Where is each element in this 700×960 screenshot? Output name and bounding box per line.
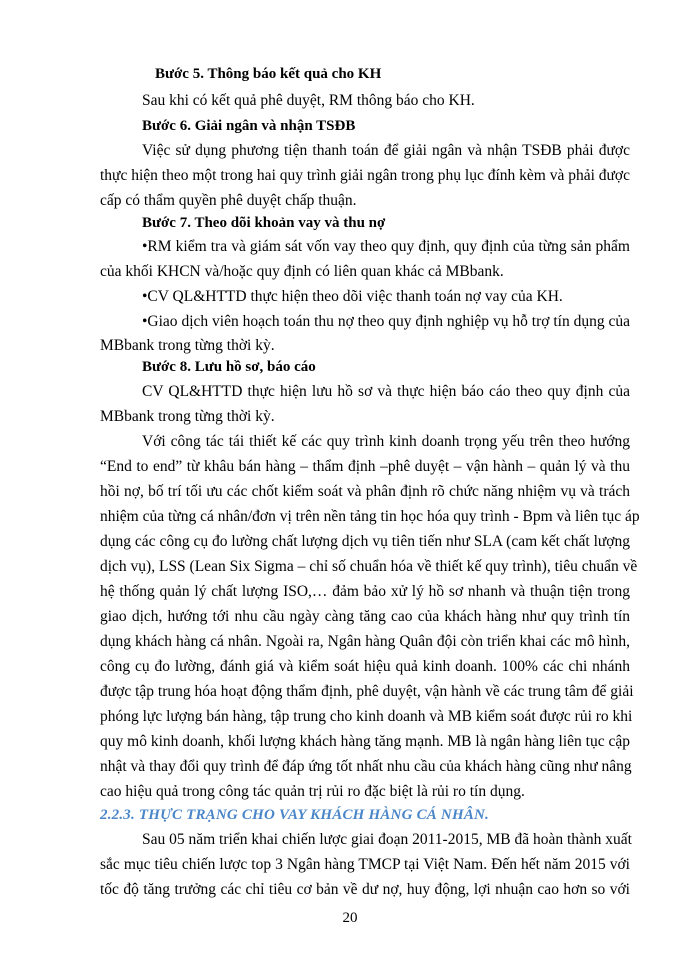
paragraph-line: nhiệm của từng cá nhân/đơn vị trên nền tảng tin học hóa quy trình - Bpm và liên tục áp [100,508,640,525]
paragraph-line: hồi nợ, bố trí tối ưu các chốt kiểm soát và phân định rõ chức năng nhiệm vụ và trách [100,483,630,500]
paragraph-line: Việc sử dụng phương tiện thanh toán để giải ngân và nhận TSĐB phải được [142,142,630,159]
paragraph-line: “End to end” từ khâu bán hàng – thẩm định –phê duyệt – vận hành – quản lý và thu [100,458,630,475]
paragraph-line: dịch vụ), LSS (Lean Six Sigma – chỉ số chuẩn hóa về thiết kế quy trình), tiêu chuẩn về [100,558,638,575]
bullet-line: •Giao dịch viên hoạch toán thu nợ theo quy định nghiệp vụ hỗ trợ tín dụng của [142,313,630,330]
paragraph-line: quy mô kinh doanh, khối lượng khách hàng tăng mạnh. MB là ngân hàng liên tục cập [100,733,630,750]
paragraph-line: Với công tác tái thiết kế các quy trình kinh doanh trọng yếu trên theo hướng [142,433,630,450]
paragraph-line: Sau khi có kết quả phê duyệt, RM thông báo cho KH. [142,92,475,109]
paragraph-line: được tập trung hóa hoạt động thẩm định, phê duyệt, vận hành về các trung tâm để giải [100,683,634,700]
paragraph-line: nhật và thay đổi quy trình để đáp ứng tốt nhất nhu cầu của khách hàng cũng như nâng [100,758,632,775]
paragraph-line: hệ thống quản lý chất lượng ISO,… đảm bảo xử lý hồ sơ nhanh và thuận tiện trong [100,583,630,600]
paragraph-line: cao hiệu quả trong công tác quản trị rủi ro đặc biệt là rủi ro tín dụng. [100,783,525,800]
paragraph-line: công cụ đo lường, đánh giá và kiểm soát hiệu quả kinh doanh. 100% các chi nhánh [100,658,630,675]
paragraph-line: Sau 05 năm triển khai chiến lược giai đoạn 2011-2015, MB đã hoàn thành xuất [142,831,632,848]
heading-step-8: Bước 8. Lưu hồ sơ, báo cáo [142,359,316,375]
paragraph-line: tốc độ tăng trưởng các chỉ tiêu cơ bản về dư nợ, huy động, lợi nhuận cao hơn so với [100,881,630,898]
page-number: 20 [342,910,358,926]
paragraph-line: sắc mục tiêu chiến lược top 3 Ngân hàng TMCP tại Việt Nam. Đến hết năm 2015 với [100,856,630,873]
section-heading: 2.2.3. THỰC TRẠNG CHO VAY KHÁCH HÀNG CÁ NHÂN. [100,807,490,823]
paragraph-line: dụng các công cụ đo lường chất lượng dịch vụ tiên tiến như SLA (cam kết chất lượng [100,533,630,550]
paragraph-line: của khối KHCN và/hoặc quy định có liên quan khác cả MBbank. [100,263,504,280]
heading-step-5: Bước 5. Thông báo kết quả cho KH [155,66,382,82]
paragraph-line: CV QL&HTTD thực hiện lưu hồ sơ và thực hiện báo cáo theo quy định của [142,383,630,400]
paragraph-line: giao dịch, hướng tới nhu cầu ngày càng tăng cao của khách hàng như quy trình tín [100,608,630,625]
heading-step-6: Bước 6. Giải ngân và nhận TSĐB [142,118,356,134]
heading-step-7: Bước 7. Theo dõi khoản vay và thu nợ [142,215,386,231]
paragraph-line: dụng khách hàng cá nhân. Ngoài ra, Ngân hàng Quân đội còn triển khai các mô hình, [100,633,630,650]
bullet-line: •RM kiểm tra và giám sát vốn vay theo quy định, quy định của từng sản phẩm [142,238,630,255]
paragraph-line: MBbank trong từng thời kỳ. [100,337,275,354]
paragraph-line: cấp có thẩm quyền phê duyệt chấp thuận. [100,192,357,209]
paragraph-line: phóng lực lượng bán hàng, tập trung cho kinh doanh và MB kiểm soát được rủi ro khi [100,708,633,725]
bullet-line: •CV QL&HTTD thực hiện theo dõi việc thanh toán nợ vay của KH. [142,288,563,305]
paragraph-line: MBbank trong từng thời kỳ. [100,408,275,425]
paragraph-line: thực hiện theo một trong hai quy trình giải ngân trong phụ lục đính kèm và phải được [100,167,630,184]
